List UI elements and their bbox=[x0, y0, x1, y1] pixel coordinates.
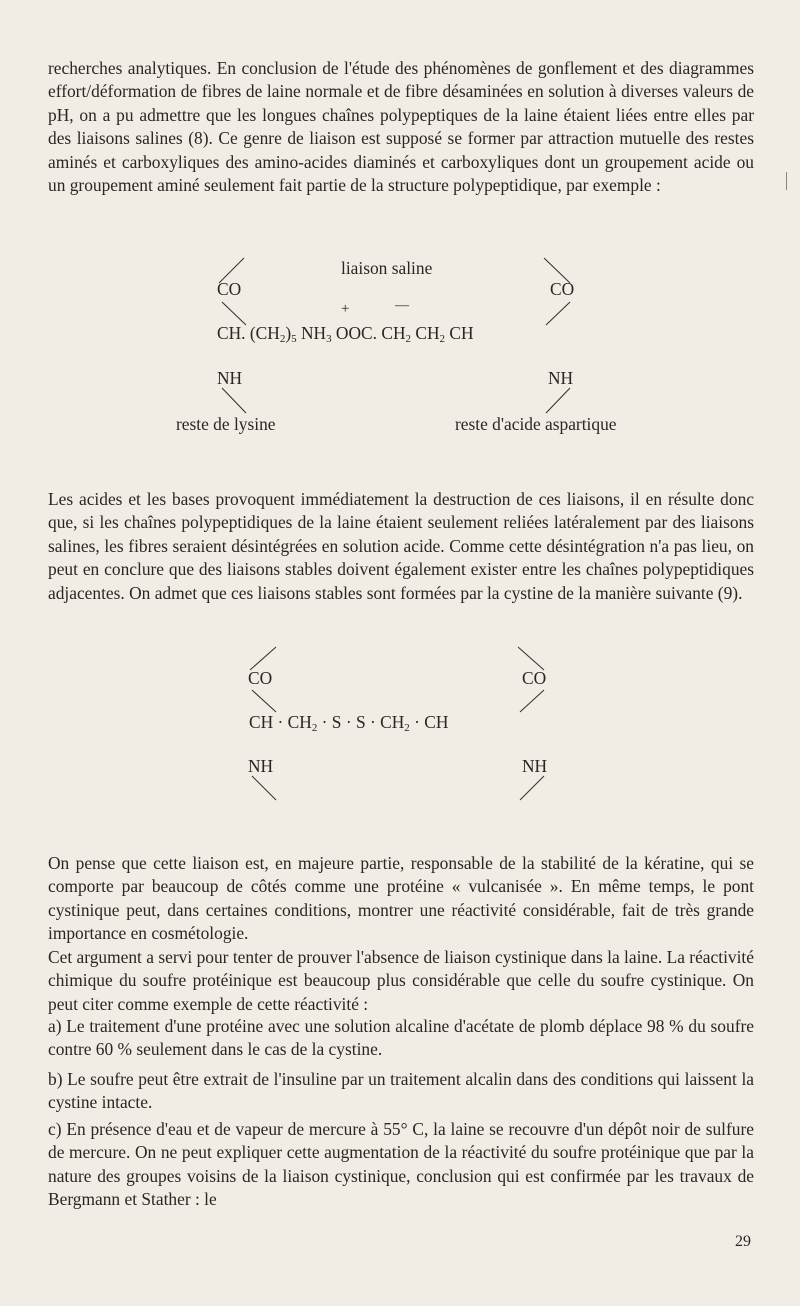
minus-charge: — bbox=[395, 298, 409, 313]
cystine-nh-right: NH bbox=[522, 756, 548, 776]
cystine-chain-line: CH · $CH_2 \cdot S \cdot S \cdot CH_2$ · CH bbox=[249, 712, 449, 734]
nh-left: NH bbox=[217, 368, 243, 388]
list-item-c: c) En présence d'eau et de vapeur de mercure à 55° C, la laine se recouvre d'un dépôt noir de sulfure de mercure. On ne peut expliquer cette augmentation de la réactivité du soufre protéinique que par la nature des groupes voisins de la liaison cystinique, conclusion qui est confirmée par les travaux de Bergmann et Stather : le bbox=[48, 1119, 754, 1210]
paragraph-keratine: On pense que cette liaison est, en majeure partie, responsable de la stabilité de la kératine, qui se comporte par beaucoup de côtés comme une protéine « vulcanisée ». En même temps, le pont cystinique peut, dans certaines conditions, montrer une réactivité considérable, fait de très grande importance en cosmétologie. bbox=[48, 853, 754, 944]
cystine-co-right: CO bbox=[522, 668, 547, 688]
caption-lysine: reste de lysine bbox=[176, 414, 276, 434]
list-item-a: a) Le traitement d'une protéine avec une solution alcaline d'acétate de plomb déplace 98 % du soufre contre 60 % seulement dans le cas de la cystine. bbox=[48, 1016, 754, 1060]
cystine-nh-left: NH bbox=[248, 756, 274, 776]
caption-aspartic: reste d'acide aspartique bbox=[455, 414, 617, 434]
salt-linkage-label: liaison saline bbox=[341, 258, 433, 278]
co-left: CO bbox=[217, 279, 242, 299]
plus-charge: + bbox=[341, 301, 350, 317]
paragraph-acids-bases: Les acides et les bases provoquent immédiatement la destruction de ces liaisons, il en résulte donc que, si les chaînes polypeptidiques de la laine étaient seulement reliées latéralement par des liaisons salines, les fibres seraient désintégrées en solution acide. Comme cette désintégration n'a pas lieu, on peut en conclure que des liaisons stables doivent également exister entre les chaînes polypeptidiques adjacentes. On admet que ces liaisons stables sont formées par la cystine de la manière suivante (9). bbox=[48, 489, 754, 603]
page-number: 29 bbox=[735, 1233, 751, 1250]
paragraph-argument: Cet argument a servi pour tenter de prouver l'absence de liaison cystinique dans la laine. La réactivité chimique du soufre protéinique est beaucoup plus considérable que celle du soufre cystinique. On peut citer comme exemple de cette réactivité : bbox=[48, 947, 754, 1014]
co-right: CO bbox=[550, 279, 575, 299]
cystine-co-left: CO bbox=[248, 668, 273, 688]
margin-mark bbox=[786, 172, 787, 190]
list-item-b: b) Le soufre peut être extrait de l'insuline par un traitement alcalin dans des conditions qui laissent la cystine intacte. bbox=[48, 1069, 754, 1113]
paragraph-intro: recherches analytiques. En conclusion de l'étude des phénomènes de gonflement et des diagrammes effort/déformation de fibres de laine normale et de fibre désaminées en solution à diverses valeurs de pH, on a pu admettre que les longues chaînes polypeptiques de la laine étaient liées entre elles par des liaisons salines (8). Ce genre de liaison est supposé se former par attraction mutuelle des restes aminés et carboxyliques des amino-acides diaminés et carboxyliques dont un groupement acide ou un groupement aminé seulement fait partie de la structure polypeptidique, par exemple : bbox=[48, 58, 754, 196]
nh-right: NH bbox=[548, 368, 574, 388]
chain-line: CH. $(CH_2)_5$ $NH_3$ OOC. $CH_2$ $CH_2$ CH bbox=[217, 323, 474, 345]
